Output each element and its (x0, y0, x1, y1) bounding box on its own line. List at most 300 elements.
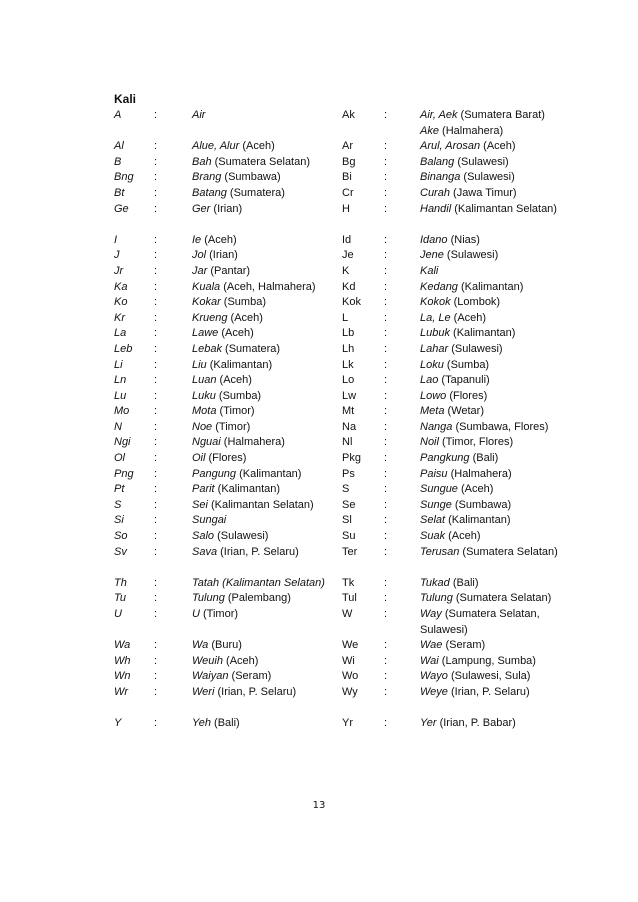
name-left-region: (Palembang) (224, 592, 291, 605)
name-left-italic: Jar (192, 264, 208, 277)
abbreviation-right: Se (342, 498, 356, 511)
name-right-region: (Halmahera) (447, 467, 512, 480)
table-row (114, 108, 574, 139)
colon-left: : (154, 109, 158, 121)
name-right (420, 420, 570, 436)
name-right (420, 545, 570, 561)
name-right-region: (Aceh) (480, 140, 516, 153)
name-right-italic: Curah (420, 186, 450, 199)
name-right-italic: Wai (420, 654, 439, 667)
colon-left: : (154, 171, 158, 184)
name-left (192, 186, 334, 202)
abbreviation-right: We (342, 639, 359, 652)
colon-left: : (154, 374, 158, 387)
name-left (192, 685, 334, 701)
table-row (114, 513, 574, 529)
colon-left: : (154, 311, 158, 324)
name-left (192, 155, 334, 171)
name-right-italic: Selat (420, 514, 446, 527)
colon-right: : (384, 358, 388, 371)
name-left-region: (Sumba) (215, 389, 262, 402)
abbreviation-right: Wo (342, 670, 359, 683)
table-row (114, 326, 574, 342)
name-left (192, 108, 334, 124)
name-right-italic: Idano (420, 233, 448, 246)
name-left (192, 139, 334, 155)
name-right (420, 311, 570, 327)
colon-left: : (154, 545, 158, 558)
name-right (420, 576, 570, 592)
colon-right: : (384, 264, 388, 277)
abbreviation-right: Bi (342, 171, 352, 184)
name-left (192, 248, 334, 264)
abbreviation-right: Lw (342, 389, 357, 402)
table-row (114, 342, 574, 358)
name-left-italic: U (192, 608, 200, 620)
name-left (192, 607, 334, 623)
name-left (192, 170, 334, 186)
abbreviation-right: Lo (342, 374, 355, 387)
colon-left: : (154, 264, 158, 277)
name-right-region: (Sulawesi) (454, 155, 509, 168)
abbreviation-right: Pkg (342, 452, 361, 465)
name-right (420, 295, 570, 311)
name-right-italic: Tukad (420, 576, 450, 589)
colon-right: : (384, 342, 388, 355)
abbreviation-left: Wh (114, 654, 131, 667)
colon-right: : (384, 639, 388, 652)
name-right-region-2: (Halmahera) (438, 124, 504, 137)
name-left (192, 358, 334, 374)
name-left-italic: Krueng (192, 311, 228, 324)
abbreviation-right: Wy (342, 685, 358, 698)
name-right-italic: Terusan (420, 545, 460, 558)
name-right-region: (Sumbawa) (451, 498, 512, 511)
name-left-region: (Kalimantan) (214, 483, 281, 496)
name-right-region: (Kalimantan) (445, 514, 511, 527)
name-left-italic: Kokar (192, 296, 221, 309)
name-right (420, 654, 570, 670)
name-left-region: (Irian, P. Selaru) (214, 685, 297, 698)
name-right-region: (Lombok) (450, 296, 501, 309)
name-left-italic: Luku (192, 389, 216, 402)
name-right (420, 233, 570, 249)
name-right (420, 326, 570, 342)
name-right (420, 451, 570, 467)
name-left-italic: Yeh (192, 717, 211, 730)
name-right (420, 389, 570, 405)
colon-right: : (384, 374, 388, 387)
table-row (114, 233, 574, 249)
name-right (420, 108, 570, 139)
name-right-region: (Kalimantan Selatan) (451, 202, 557, 215)
colon-right: : (384, 452, 388, 465)
abbreviation-right: S (342, 483, 350, 496)
name-left-region: (Aceh) (222, 654, 259, 667)
name-right-italic: Weye (420, 685, 448, 698)
name-left (192, 342, 334, 358)
name-right (420, 467, 570, 483)
abbreviation-left: Mo (114, 405, 130, 418)
name-right-region: (Aceh) (457, 483, 494, 496)
abbreviation-right: Nl (342, 436, 353, 449)
name-right-region: (Flores) (446, 389, 488, 402)
name-left-italic: Alue, Alur (192, 140, 240, 153)
name-left-italic: Sava (192, 545, 218, 558)
abbreviation-left: Tu (114, 592, 127, 605)
abbreviation-list (114, 108, 574, 732)
abbreviation-right: K (342, 264, 350, 277)
name-left-italic: Ger (192, 202, 211, 215)
name-left-italic: Kuala (192, 280, 221, 293)
name-right-italic: Sunge (420, 498, 452, 511)
table-row (114, 155, 574, 171)
colon-right: : (384, 171, 388, 184)
name-right-italic: La, Le (420, 311, 451, 324)
name-left-italic: Air (192, 109, 206, 121)
table-row (114, 451, 574, 467)
colon-left: : (154, 639, 158, 652)
name-left (192, 389, 334, 405)
name-right-region: (Sulawesi) (460, 171, 515, 184)
name-right-italic: Air, Aek (420, 109, 458, 121)
abbreviation-left: U (114, 608, 122, 620)
name-right-region: (Lampung, Sumba) (438, 654, 536, 667)
abbreviation-left: Al (114, 140, 124, 153)
name-right-region: (Sulawesi) (443, 249, 499, 262)
name-right-region: (Wetar) (444, 405, 484, 418)
name-right-italic-2: Ake (420, 124, 439, 137)
name-right-italic: Jene (420, 249, 444, 262)
section-heading: Kali (114, 92, 137, 106)
abbreviation-left: La (114, 327, 127, 340)
table-row (114, 264, 574, 280)
name-left-italic: Waiyan (192, 670, 229, 683)
abbreviation-right: Bg (342, 155, 356, 168)
table-row (114, 435, 574, 451)
name-left-region: (Irian) (206, 249, 238, 262)
colon-left: : (154, 389, 158, 402)
name-right-italic: Pangkung (420, 452, 470, 465)
name-left-italic: Wa (192, 639, 209, 652)
table-row (114, 669, 574, 685)
colon-right: : (384, 717, 388, 730)
table-row (114, 186, 574, 202)
name-right-italic: Suak (420, 530, 446, 543)
name-left-region: (Aceh) (218, 327, 254, 340)
name-right (420, 513, 570, 529)
name-left-italic: Nguai (192, 436, 221, 449)
name-right (420, 404, 570, 420)
name-left-italic: Salo (192, 530, 215, 543)
abbreviation-left: J (114, 249, 120, 262)
abbreviation-right: Ar (342, 140, 353, 153)
name-left-italic: Lawe (192, 327, 219, 340)
name-left (192, 591, 334, 607)
colon-left: : (154, 452, 158, 465)
colon-left: : (154, 498, 158, 511)
name-left-italic: Batang (192, 186, 227, 199)
abbreviation-right: Su (342, 530, 356, 543)
colon-right: : (384, 311, 388, 324)
name-right-region: (Kalimantan) (449, 327, 516, 340)
colon-left: : (154, 467, 158, 480)
abbreviation-right: Lb (342, 327, 355, 340)
name-left-region: (Sumatera Selatan) (211, 155, 311, 168)
abbreviation-left: Th (114, 576, 127, 589)
name-right-region: (Sumatera Selatan) (459, 545, 558, 558)
colon-right: : (384, 670, 388, 683)
name-left-italic: Ie (192, 233, 202, 246)
name-left-region: (Sumba) (220, 296, 266, 309)
colon-left: : (154, 685, 158, 698)
name-right-italic: Kokok (420, 296, 451, 309)
name-left-region: (Timor) (212, 420, 251, 433)
abbreviation-right: Na (342, 420, 357, 433)
name-left-italic: Parit (192, 483, 215, 496)
name-left-italic: Liu (192, 358, 207, 371)
name-left (192, 513, 334, 529)
name-right (420, 482, 570, 498)
abbreviation-right: Ps (342, 467, 355, 480)
colon-right: : (384, 530, 388, 543)
name-right (420, 435, 570, 451)
colon-right: : (384, 202, 388, 215)
table-row (114, 404, 574, 420)
abbreviation-right: Lh (342, 342, 355, 355)
name-left-region: (Sumatera) (221, 342, 281, 355)
abbreviation-left: B (114, 155, 122, 168)
abbreviation-left: Kr (114, 311, 125, 324)
abbreviation-left: Wn (114, 670, 131, 683)
colon-left: : (154, 186, 158, 199)
colon-right: : (384, 498, 388, 511)
abbreviation-left: So (114, 530, 128, 543)
abbreviation-right: Ter (342, 545, 358, 558)
name-right (420, 685, 570, 701)
name-left-italic: Weri (192, 685, 215, 698)
colon-left: : (154, 717, 158, 730)
name-right-italic: Paisu (420, 467, 448, 480)
name-right-italic: Meta (420, 405, 445, 418)
name-right-region: (Sumbawa, Flores) (452, 420, 549, 433)
name-left-italic: Noe (192, 420, 213, 433)
name-left (192, 373, 334, 389)
name-right-region: (Seram) (442, 639, 486, 652)
name-left (192, 435, 334, 451)
table-row (114, 202, 574, 233)
colon-right: : (384, 514, 388, 527)
name-right-italic: Way (420, 608, 442, 620)
table-row (114, 420, 574, 436)
colon-left: : (154, 420, 158, 433)
name-left (192, 529, 334, 545)
abbreviation-left: Ko (114, 296, 128, 309)
colon-left: : (154, 296, 158, 309)
colon-left: : (154, 670, 158, 683)
name-left (192, 467, 334, 483)
name-right-region: (Sumatera Selatan) (452, 592, 552, 605)
name-left-region: (Irian, P. Selaru) (217, 545, 299, 558)
name-left-region: (Sumbawa) (221, 171, 281, 184)
name-left-italic: Mota (192, 405, 217, 418)
name-left-region: (Pantar) (207, 264, 251, 277)
name-right-italic: Lubuk (420, 327, 450, 340)
name-right-italic: Balang (420, 155, 455, 168)
abbreviation-left: Wr (114, 685, 129, 698)
name-right-italic: Handil (420, 202, 452, 215)
name-left-italic: Lebak (192, 342, 222, 355)
abbreviation-left: Li (114, 358, 123, 371)
abbreviation-left: Ge (114, 202, 129, 215)
name-right-italic: Kedang (420, 280, 458, 293)
page-number: 13 (312, 800, 326, 811)
name-left-region: (Halmahera) (220, 436, 285, 449)
name-left-italic: Sei (192, 498, 208, 511)
name-left (192, 482, 334, 498)
colon-left: : (154, 654, 158, 667)
name-right-region: (Tapanuli) (438, 374, 490, 387)
name-left-region: (Kalimantan Selatan) (207, 498, 314, 511)
table-row (114, 638, 574, 654)
colon-right: : (384, 389, 388, 402)
name-right (420, 498, 570, 514)
colon-left: : (154, 592, 158, 605)
table-row (114, 373, 574, 389)
abbreviation-left: Ngi (114, 436, 131, 449)
name-right-italic: Wayo (420, 670, 448, 683)
colon-left: : (154, 576, 158, 589)
name-right-region: (Sumatera Selatan, Sulawesi) (420, 608, 540, 636)
table-row (114, 576, 574, 592)
abbreviation-right: H (342, 202, 350, 215)
table-row (114, 498, 574, 514)
colon-right: : (384, 654, 388, 667)
abbreviation-right: Kok (342, 296, 361, 309)
name-right-italic: Wae (420, 639, 443, 652)
name-right-italic: Arul, Arosan (420, 140, 481, 153)
name-right (420, 669, 570, 685)
abbreviation-left: A (114, 109, 122, 121)
name-right (420, 607, 570, 638)
colon-right: : (384, 420, 388, 433)
name-right-italic: Nanga (420, 420, 453, 433)
name-left-region: (Aceh) (216, 374, 252, 387)
name-right-region: (Bali) (469, 452, 499, 465)
name-left (192, 420, 334, 436)
abbreviation-right: Wi (342, 654, 355, 667)
name-left-italic: Jol (192, 249, 207, 262)
name-left (192, 451, 334, 467)
name-right-region: (Jawa Timur) (449, 186, 517, 199)
colon-left: : (154, 140, 158, 153)
table-row (114, 591, 574, 607)
name-left (192, 295, 334, 311)
colon-right: : (384, 280, 388, 293)
name-left-region: (Buru) (208, 639, 242, 652)
name-right (420, 373, 570, 389)
abbreviation-right: W (342, 608, 353, 620)
name-left-region: (Sumatera) (226, 186, 285, 199)
colon-left: : (154, 405, 158, 418)
table-row (114, 529, 574, 545)
colon-left: : (154, 249, 158, 262)
abbreviation-left: Png (114, 467, 134, 480)
abbreviation-right: Kd (342, 280, 356, 293)
name-right-italic: Binanga (420, 171, 461, 184)
abbreviation-right: Je (342, 249, 354, 262)
name-right (420, 716, 570, 732)
name-right-italic: Noil (420, 436, 439, 449)
name-left (192, 576, 334, 592)
name-left (192, 716, 334, 732)
name-right (420, 202, 570, 218)
abbreviation-right: Id (342, 233, 352, 246)
colon-left: : (154, 202, 158, 215)
name-left-region: (Aceh) (201, 233, 237, 246)
abbreviation-left: N (114, 420, 122, 433)
colon-right: : (384, 576, 388, 589)
name-left-italic: Oil (192, 452, 206, 465)
name-left-region: (Timor) (199, 608, 239, 620)
name-left (192, 545, 334, 561)
name-right-region: (Sumatera Barat) (457, 109, 545, 121)
name-right-italic: Tulung (420, 592, 453, 605)
name-left (192, 264, 334, 280)
table-row (114, 358, 574, 374)
name-right (420, 248, 570, 264)
name-left (192, 233, 334, 249)
name-left-region: (Sulawesi) (214, 530, 269, 543)
colon-right: : (384, 467, 388, 480)
colon-right: : (384, 109, 388, 121)
name-right-region: (Aceh) (450, 311, 487, 324)
table-row (114, 139, 574, 155)
name-left (192, 669, 334, 685)
name-right-italic: Yer (420, 717, 437, 730)
table-row (114, 170, 574, 186)
name-right (420, 155, 570, 171)
abbreviation-left: Bt (114, 186, 125, 199)
name-left (192, 404, 334, 420)
table-row (114, 482, 574, 498)
name-right-italic: Lowo (420, 389, 447, 402)
abbreviation-left: Pt (114, 483, 125, 496)
colon-right: : (384, 592, 388, 605)
name-left (192, 311, 334, 327)
name-left-region: (Timor) (216, 405, 255, 418)
name-left (192, 638, 334, 654)
abbreviation-left: Leb (114, 342, 133, 355)
table-row (114, 654, 574, 670)
name-right-region: (Irian, P. Selaru) (447, 685, 530, 698)
name-left-italic: Pangung (192, 467, 237, 480)
table-row (114, 467, 574, 483)
name-right-region: (Nias) (447, 233, 480, 246)
name-left-region: (Aceh) (227, 311, 263, 324)
name-right-italic: Lahar (420, 342, 449, 355)
colon-right: : (384, 405, 388, 418)
abbreviation-right: Tul (342, 592, 357, 605)
abbreviation-left: Sv (114, 545, 127, 558)
colon-right: : (384, 436, 388, 449)
name-left-region: (Kalimantan) (206, 358, 273, 371)
abbreviation-left: Lu (114, 389, 127, 402)
abbreviation-right: Mt (342, 405, 355, 418)
abbreviation-left: Ln (114, 374, 127, 387)
name-left-region: (Kalimantan) (236, 467, 302, 480)
name-left-italic: Brang (192, 171, 222, 184)
